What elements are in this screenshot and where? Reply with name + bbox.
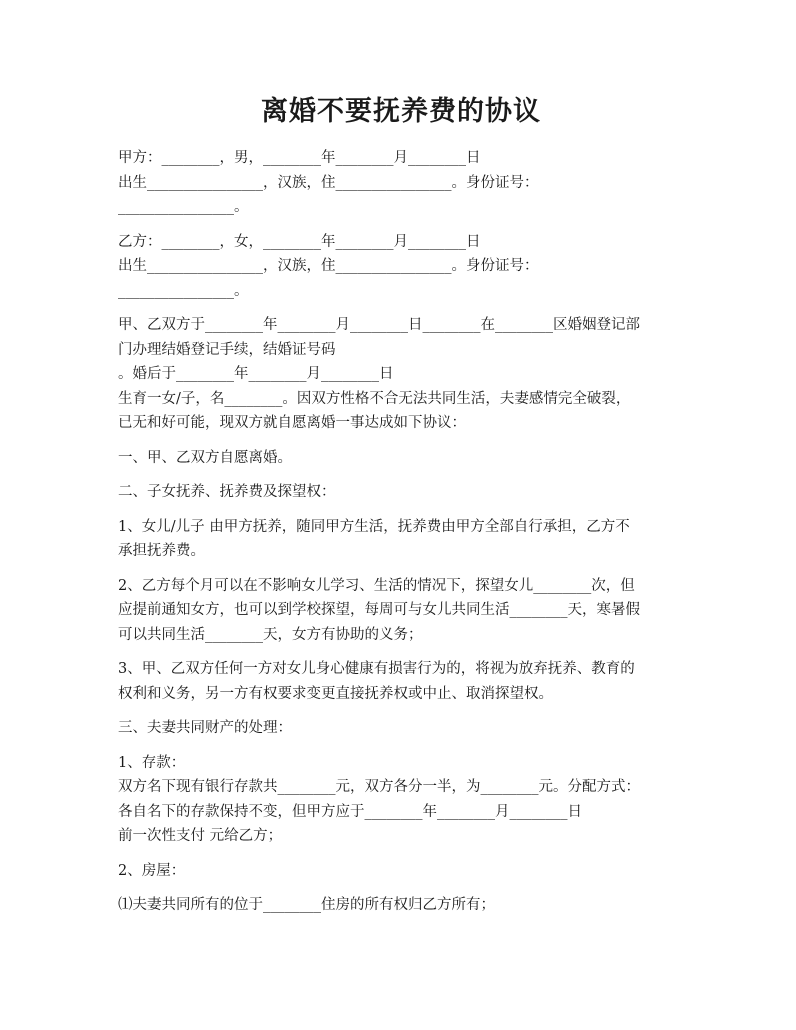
section-heading (118, 716, 684, 741)
text-line: 2、乙方每个月可以在不影响女儿学习、生活的情况下，探望女儿________次，但 (118, 577, 635, 594)
text-line: 二、子女抚养、抚养费及探望权： (118, 484, 336, 500)
text-line: 2、房屋： (118, 862, 186, 879)
text-line: 承担抚养费。 (118, 543, 205, 559)
text-line: 生育一女/子，名________。因双方性格不合无法共同生活，夫妻感情完全破裂， (118, 390, 631, 407)
text-line: 1、存款： (118, 754, 186, 771)
text-line: 一、甲、乙双方自愿离婚。 (118, 449, 292, 466)
text-line: 权利和义务，另一方有权要求变更直接抚养权或中止、取消探望权。 (118, 685, 553, 702)
clause (118, 859, 684, 884)
clause (118, 751, 684, 849)
text-line: 各自名下的存款保持不变，但甲方应于________年________月________日 (118, 803, 582, 820)
text-line: 1、女儿/儿子 由甲方抚养，随同甲方生活，抚养费由甲方全部自行承担，乙方不 (118, 518, 630, 535)
document-title: 离婚不要抚养费的协议 (261, 96, 541, 127)
text-line: 可以共同生活________天，女方有协助的义务； (118, 626, 423, 643)
text-line: 门办理结婚登记手续，结婚证号码 (118, 341, 336, 358)
marriage-background (118, 313, 684, 436)
section-heading (118, 446, 684, 471)
text-line: 出生________________，汉族，住________________。身份证号： (118, 174, 539, 191)
text-line: ________________。 (118, 199, 249, 215)
text-line: 已无和好可能，现双方就自愿离婚一事达成如下协议： (118, 415, 466, 431)
clause (118, 657, 684, 706)
text-line: 3、甲、乙双方任何一方对女儿身心健康有损害行为的，将视为放弃抚养、教育的 (118, 661, 635, 677)
clause (118, 515, 684, 564)
text-line: 甲方：________，男，________年________月________日 (118, 150, 481, 166)
text-line: 前一次性支付 元给乙方； (118, 828, 283, 844)
party-b-info (118, 230, 684, 304)
text-line: 双方名下现有银行存款共________元，双方各分一半，为________元。分配方式： (118, 779, 640, 795)
text-line: ⑴夫妻共同所有的位于________住房的所有权归乙方所有； (118, 897, 495, 913)
clause (118, 893, 684, 918)
text-line: ________________。 (118, 282, 249, 299)
text-line: 甲、乙双方于________年________月________日________在________区婚姻登记部 (118, 317, 640, 333)
document-body (118, 146, 684, 918)
clause (118, 574, 684, 648)
text-line: 出生________________，汉族，住________________。身份证号： (118, 258, 539, 274)
text-line: 乙方：________，女，________年________月________日 (118, 233, 481, 250)
text-line: 应提前通知女方，也可以到学校探望，每周可与女儿共同生活________天，寒暑假 (118, 602, 640, 618)
party-a-info (118, 146, 684, 220)
text-line: 。婚后于________年________月________日 (118, 366, 394, 382)
section-heading (118, 480, 684, 505)
text-line: 三、夫妻共同财产的处理： (118, 720, 292, 736)
